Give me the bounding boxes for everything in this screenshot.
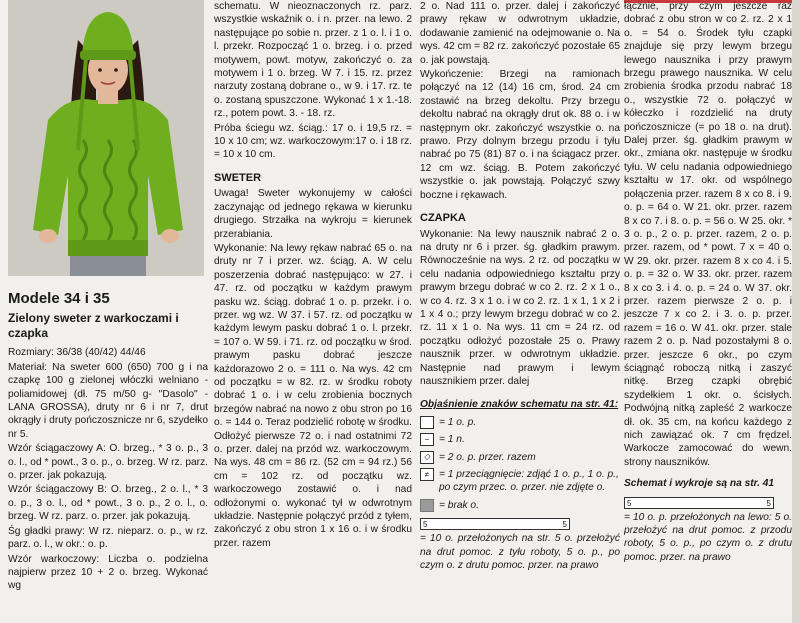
column-1 [8,0,208,594]
ruler-label-left: 5 [423,520,428,530]
legend-symbol-icon [420,499,434,512]
sweater-photo-illustration [8,0,204,276]
rib-b-text: Wzór ściągaczowy B: O. brzeg., 2 o. l., * 3 o. p., 3 o. l., od * powt., 3 o. p., 2 o. l., o. brzeg. W rz. parz. o. przer. jak pokazują. [8,484,208,523]
cable-ruler-2 [624,497,792,509]
legend-text: = brak o. [439,499,479,511]
legend-symbol-icon: ◇ [420,451,434,464]
sleeve-continue-text: 2 o. Nad 111 o. przer. dalej i zakończyć prawy rękaw w odwrotnym układzie, dodawanie zamienić na odejmowanie o. Na wys. 42 cm = 82 rz. zakończyć pozostałe 65 o. jak powstają. [420,1,620,66]
sizes-text: Rozmiary: 36/38 (40/42) 44/46 [8,347,146,359]
sweater-heading: SWETER [214,171,262,184]
model-photo [8,0,204,276]
rib-a-text: Wzór ściągaczowy A: O. brzeg., * 3 o. p., 3 o. l., od * powt., 3 o. p., o. brzeg. W rz. parz. o. przer. jak pokazują. [8,443,208,482]
material-text: Materiał: Na sweter 600 (650) 700 g i na czapkę 100 g zielonej włóczki welniano - poliamidowej (dł. 75 m/50 g- "Dasolo" - LANA GROSSA), druty nr 6 i nr 7, drut okrągły i druty pończosznicze nr 6, szydełko nr 5. [8,361,208,440]
legend-text: = 1 n. [439,434,465,446]
cable-pattern-text: Wzór warkoczowy: Liczba o. podzielna najpierw przez 10 + 2 o. brzeg. Wykonać wg [8,553,208,592]
chart-legend [420,416,620,512]
sweater-instructions: Wykonanie: Na lewy rękaw nabrać 65 o. na druty nr 7 i przer. wz. ściąg. A. W celu poszerzenia dobrać następująco: w 27. i 47. rz. od początku w każdym prawym pasku wz. ściąg. dobrać 1 o. p. przekr. i o. przer. wg wz. W 37. i 57. rz. od początku w każdym lewym pasku dobrać 1 o. l. przekr. = 107 o. W 59. i 71. rz. od początku w środ. prawym pasku dobrać jeszcze każdorazowo 2 o. = 111 o. Na wys. 42 cm od początku = w 82. rz. w środku roboty dobrać 1 o. i w celu zrobienia bocznych brzegów nabrać na nowo z obu stron po 16 o. = 144 o. Teraz podzielić robotę w środku. Odłożyć pierwsze 72 o. i nad ostatnimi 72 o. przer. dalej na przód wz. warkoczowym. Na wys. 48 cm = 86 rz. (52 cm = 94 rz.) 56 cm = 102 rz. od początku wz. warkoczowego zostawić o. i nad odłożonymi o. wykonać tył w odwrotnym układzie. Następnie połączyć przód z tyłem, zakończyć z obu stron 1 x 16 o. i w środku przer. razem [214,242,412,549]
column-3 [420,0,620,573]
cap-instructions: Wykonanie: Na lewy nausznik nabrać 2 o. na druty nr 6 i przer. śg. gładkim prawym. Równocześnie na wys. 2 rz. od początku w celu nadania odpowiedniego kształtu przy prawym brzegu dobrać w co 2. rz. 2 x 1 o., w co 4. rz. 3 x 1 o. i w co 2. rz. 1 x 1, 1 x 2 i 1 x 4 o.; przy lewym brzegu dobrać w co 2. rz. 11 x 1 o. Na wys. 11 cm = 24 rz. od początku odłożyć pozostałe 25 o. Prawy nausznik przer. w odwrotnym układzie. Następnie nad prawym i lewym nausznikiem przer. dalej [420,228,620,387]
gauge-text: Próba ściegu wz. ściąg.: 17 o. i 19,5 rz. = 10 x 10 cm; wz. warkoczowym:17 o. i 18 rz. = 10 x 10 cm. [214,122,412,161]
pattern-text: schematu. W nieoznaczonych rz. parz. wszystkie wskaźnik o. i n. przer. na lewo. 2 następujące po sobie n. przer. z 1 o. l. i 1 o. l. przekr. Rozpocząć 1 o. brzeg. i o. przed motywem, powt. motyw, zakończyć o. za motywem i 1 o. brzeg. W 7. i 15. rz. przez narzuty zostaną dobrane o., w 9. i 17. rz. te o. zostaną spuszczone. Wykonać 1 x 1.-18. rz., potem powt. 3. - 18. rz. [214,1,412,120]
legend-item [420,468,620,495]
cable-ruler-2-bar [624,497,774,509]
cable-ruler-bar [420,518,570,530]
model-subtitle: Zielony sweter z warkoczami i czapka [8,311,179,341]
scheme-reference: Schemat i wykroje są na str. 41 [624,478,775,490]
legend-item [420,416,620,429]
ruler2-label-right: 5 [766,498,771,508]
legend-text: = 1 o. p. [439,416,477,428]
column-4 [624,0,792,565]
legend-item [420,433,620,446]
cable-ruler-text: = 10 o. przełożonych na str. 5 o. przełożyć na drut pomoc. z tyłu roboty, 5 o. p., po czym o. z drutu pomoc. przer. na prawo [420,533,620,572]
legend-item [420,451,620,464]
cable-ruler-2-text: = 10 o. p. przełożonych na lewo: 5 o. przełożyć na drut pomoc. z przodu roboty, 5 o. p., po czym o. z drutu pomoc. przer. na prawo [624,511,792,563]
cap-heading: CZAPKA [420,212,466,225]
finishing-text: Wykończenie: Brzegi na ramionach połączyć na 12 (14) 16 cm, środ. 24 cm zostawić na brzeg dekoltu. Przy brzegu dekoltu nabrać na okrągły drut ok. 88 o. i w następnym okr. zakończyć wszystkie o. na prawo. Przy dolnym brzegu przodu i tyłu nabrać po 75 (81) 87 o. i na ściągacz przer. 12 cm wz. ściąg. B. Potem zakończyć wszystkie o. jak powstają. Połączyć szwy boczne i rękawach. [420,69,620,201]
legend-symbol-icon: − [420,433,434,446]
ruler2-label-left: 5 [627,498,632,508]
legend-text: = 2 o. p. przer. razem [439,451,536,463]
legend-symbol-icon [420,416,434,429]
model-title: Modele 34 i 35 [8,290,110,307]
page-edge [792,0,800,623]
ruler-label-right: 5 [562,520,567,530]
legend-title: Objaśnienie znaków schematu na str. 41: [420,399,619,411]
cap-continue-text: łącznie, przy czym jeszcze raz dobrać z obu stron w co 2. rz. 2 x 1 o. = 54 o. Środek tyłu czapki znajduje się przy lewym brzegu lewego nausznika i przy prawym brzegu prawego nausznika. W celu zrobienia środka przodu nabrać 18 o., wszystkie 72 o. połączyć w kółeczko i rozdzielić na druty pończosznicze (= po 18 o. na drut). Dalej przer. śg. gładkim prawym w okr., zmiana okr. następuje w środku tyłu. W celu nadania odpowiedniego kształtu w 17. okr. od wspólnego połączenia przer. razem 8 x co 8. i 9. o. p. = 64 o. W 21. okr. przer. razem 8 x co 7. i 8. o. p. = 56 o. W 25. okr. * 3 o. p., 2 o. p. przer. razem, 2 o. p. przer. razem, od * powt. 7 x = 40 o. W 29. okr. przer. razem 8 x co 4. i 5. o. p. = 32 o. W 33. okr. przer. razem 8 x co 3. i 4. o. p. = 24 o. W 37. okr. przer. razem pierwsze 2 o. p. i jeszcze 7 x co 2. i 3. o. p. przer. razem = 16 o. W 41. okr. przer. stale razem 2 o. p. Nad pozostałymi 8 o. przer. jeszcze 6 okr., po czym ściągnąć roboczą nitką i zaszyć nitkę. Brzeg czapki obrębić szydełkiem 1 okr. o. ścisłych. Podwójną nitką zapleść 2 warkocze dł. ok. 35 cm, na końcu każdego z nich zawiązać ok. 7 cm frędzel. Warkocze zamocować do wewn. strony nauszników. [624,1,792,468]
stockinette-text: Śg gładki prawy: W rz. nieparz. o. p., w rz. parz. o. l., w okr.: o. p. [8,525,208,551]
legend-item [420,499,620,512]
column-2 [214,0,412,551]
cable-ruler [420,518,620,530]
legend-symbol-icon: ≠ [420,468,434,481]
sweater-note: Uwaga! Sweter wykonujemy w całości zaczynając od jednego rękawa w kierunku drugiego. Strzałka na wykroju = kierunek przerabiania. [214,188,412,240]
legend-text: = 1 przeciągnięcie: zdjąć 1 o. p., 1 o. p., po czym przec. o. przer. nie zdjęte o. [439,469,619,494]
